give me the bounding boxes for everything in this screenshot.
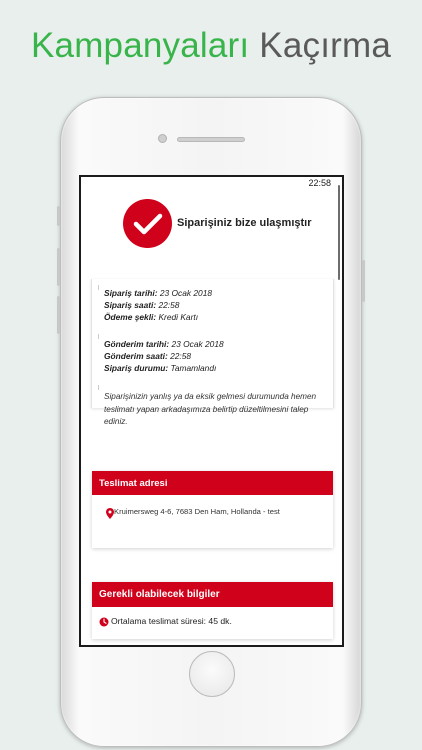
front-camera	[158, 134, 167, 143]
confirmation-title: Siparişiniz bize ulaşmıştır	[177, 217, 312, 229]
volume-down-button	[57, 296, 60, 334]
order-note: Siparişinizin yanlış ya da eksik gelmesi durumunda hemen teslimatı yapan arkadaşımıza belirtip düzeltilmesini talep ediniz.	[104, 392, 317, 426]
clock-icon	[99, 617, 109, 627]
order-status-value: Tamamlandı	[170, 363, 217, 373]
ship-date-value: 23 Ocak 2018	[171, 339, 224, 349]
ship-time-label: Gönderim saati:	[104, 351, 168, 361]
ship-time	[104, 351, 191, 361]
mute-switch	[57, 206, 60, 226]
headline-green: Kampanyaları	[30, 26, 250, 65]
order-status-label: Sipariş durumu:	[104, 363, 169, 373]
scrollbar[interactable]	[338, 185, 340, 280]
headline	[0, 26, 422, 66]
volume-up-button	[57, 248, 60, 286]
payment-label: Ödeme şekli:	[104, 312, 157, 322]
home-button[interactable]	[189, 651, 235, 697]
ship-date	[104, 339, 224, 349]
order-date	[104, 288, 212, 298]
order-date-value: 23 Ocak 2018	[159, 288, 213, 298]
delivery-address-card	[92, 471, 333, 548]
power-button	[362, 260, 365, 302]
extra-info-header: Gerekli olabilecek bilgiler	[92, 582, 333, 607]
status-time: 22:58	[308, 178, 331, 188]
headline-dark: Kaçırma	[259, 26, 391, 65]
order-info-card	[91, 279, 334, 426]
divider	[98, 285, 99, 290]
order-time-label: Sipariş saati:	[104, 300, 157, 310]
location-pin-icon	[106, 508, 114, 519]
phone-screen	[79, 175, 344, 647]
avg-delivery-time: Ortalama teslimat süresi: 45 dk.	[111, 616, 232, 626]
check-circle	[123, 199, 172, 248]
divider	[98, 334, 99, 339]
order-date-label: Sipariş tarihi:	[104, 288, 158, 298]
earpiece-speaker	[177, 137, 245, 142]
delivery-address-header: Teslimat adresi	[92, 471, 333, 495]
order-time-value: 22:58	[158, 300, 180, 310]
ship-date-label: Gönderim tarihi:	[104, 339, 170, 349]
payment-method	[104, 312, 198, 322]
delivery-address-text: Kruimersweg 4-6, 7683 Den Ham, Hollanda - test	[114, 507, 280, 516]
ship-time-value: 22:58	[170, 351, 192, 361]
payment-value: Kredi Kartı	[158, 312, 199, 322]
order-time	[104, 300, 179, 310]
order-status	[104, 363, 216, 373]
divider	[98, 385, 99, 390]
check-icon	[133, 212, 163, 236]
extra-info-card	[92, 582, 333, 639]
